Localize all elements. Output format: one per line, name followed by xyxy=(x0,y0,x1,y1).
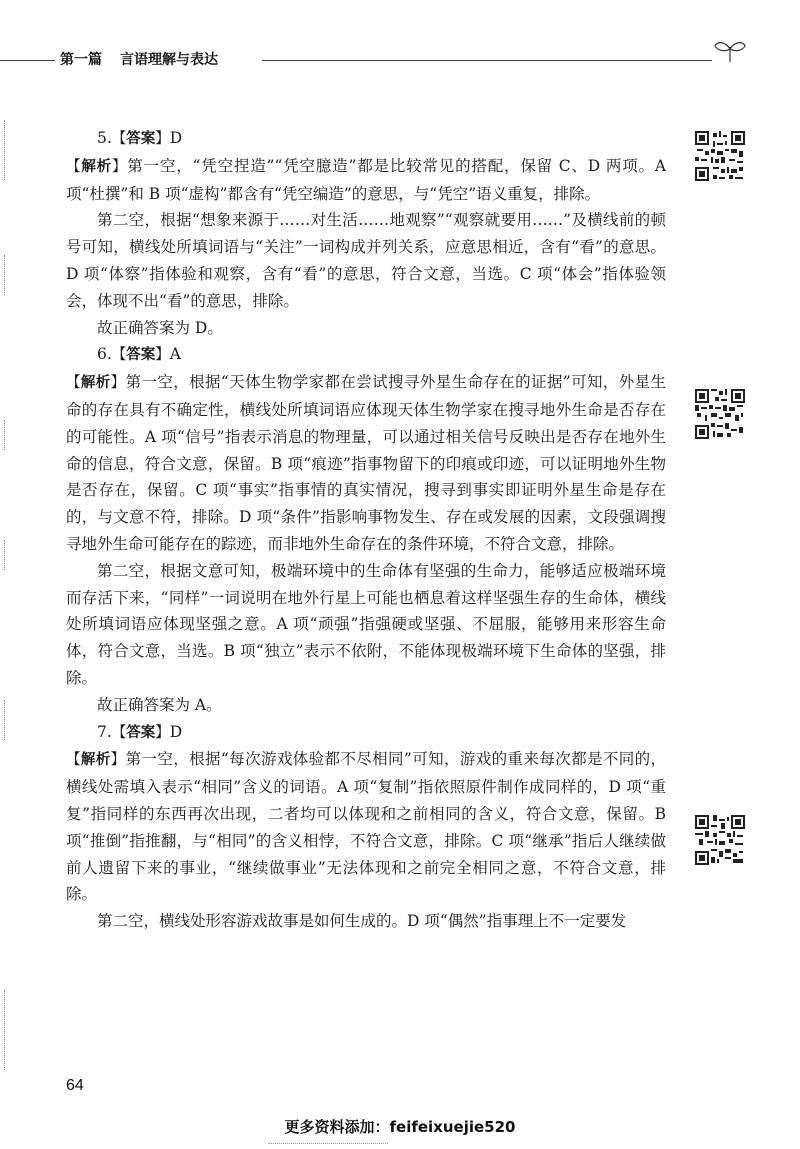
analysis-text: 第一空，根据“每次游戏体验都不尽相同”可知，游戏的重来每次都是不同的，横线处需填入表示“相同”含义的词语。A 项“复制”指依照原件制作成同样的，D 项“重复”指同样的东西再次出现，二者均可以体现和之前相同的含义，符合文意，保留。B 项“推倒”指推翻，与“相同”的含义相悖，不符合文意，排除。C 项“继承”指后人继续做前人遗留下来的事业，“继续做事业”无法体现和之前完全相同之意，不符合文意，排除。 xyxy=(66,750,667,904)
binding-dots xyxy=(4,700,5,740)
qr-code-icon[interactable] xyxy=(695,389,745,439)
header-title: 言语理解与表达 xyxy=(120,52,218,68)
analysis-paragraph xyxy=(66,153,666,208)
answer-tag: 【答案】 xyxy=(111,347,170,364)
conclusion: 故正确答案为 A。 xyxy=(97,695,222,714)
question-number: 7. xyxy=(97,722,112,741)
conclusion: 故正确答案为 D。 xyxy=(97,318,223,337)
question-number: 5. xyxy=(97,129,112,147)
header-rule-left xyxy=(0,60,55,61)
analysis-paragraph xyxy=(66,369,666,558)
analysis-text: 第一空，根据“天体生物学家都在尝试搜寻外星生命存在的证据”可知，外星生命的存在具有不确定性，横线处所填词语应体现天体生物学家在搜寻地外生命是否存在的可能性。A 项“信号”指表示消息的物理量，可以通过相关信号反映出是否存在地外生命的信息，符合文意，保留。B 项“痕迹”指事物留下的印痕或印迹，可以证明地外生物是否存在，保留。C 项“事实”指事情的真实情况，搜寻到事实即证明外星生命是存在的，与文意不符，排除。D 项“条件”指影响事物发生、存在或发展的因素，文段强调搜寻地外生命可能存在的踪迹，而非地外生命存在的条件环境，不符合文意，排除。 xyxy=(66,373,667,553)
answer-tag: 【答案】 xyxy=(111,131,170,147)
analysis-tag: 【解析】 xyxy=(66,752,126,769)
header-section: 第一篇 xyxy=(60,52,102,68)
analysis-paragraph: 第二空，横线处形容游戏故事是如何生成的。D 项“偶然”指事理上不一定要发 xyxy=(97,912,627,931)
answer-value: D xyxy=(169,722,183,741)
header-rule-right xyxy=(262,60,712,61)
question-number: 6. xyxy=(97,345,112,364)
analysis-paragraph: 第二空，根据文意可知，极端环境中的生命体有坚强的生命力，能够适应极端环境而存活下来，“同样”一词说明在地外行星上可能也栖息着这样坚强生存的生命体，横线处所填词语应体现坚强之意。A 项“顽强”指强硬或坚强、不屈服，能够用来形容生命体，符合文意，当选。B 项“独立”表示不依附，不能体现极端环境下生命体的坚强，排除。 xyxy=(66,561,666,687)
binding-dots xyxy=(4,540,5,570)
binding-dots xyxy=(4,120,5,180)
answer-content xyxy=(66,125,666,935)
running-header xyxy=(60,49,218,69)
binding-dots xyxy=(4,255,5,295)
answer-line-q6 xyxy=(66,341,666,369)
analysis-tag: 【解析】 xyxy=(66,375,126,392)
answer-tag: 【答案】 xyxy=(111,724,170,741)
answer-line-q7 xyxy=(66,719,666,747)
qr-code-icon[interactable] xyxy=(695,815,745,865)
binding-dots xyxy=(4,990,5,1070)
analysis-tag: 【解析】 xyxy=(66,158,128,175)
answer-line-q5 xyxy=(66,125,666,153)
page-number: 64 xyxy=(66,1077,84,1094)
qr-code-icon[interactable] xyxy=(695,131,745,181)
answer-value: D xyxy=(169,129,183,147)
analysis-text: 第一空，“凭空捏造”“凭空臆造”都是比较常见的搭配，保留 C、D 两项。A 项“杜撰”和 B 项“虚构”都含有“凭空编造”的意思，与“凭空”语义重复，排除。 xyxy=(66,156,667,203)
analysis-paragraph xyxy=(66,746,666,908)
footer-note: 更多资料添加：feifeixuejie520 xyxy=(284,1118,516,1136)
footer-dots xyxy=(268,1143,388,1144)
analysis-paragraph: 第二空，根据“想象来源于……对生活……地观察”“观察就要用……”及横线前的顿号可知，横线处所填词语与“关注”一词构成并列关系，应意思相近，含有“看”的意思。D 项“体察”指体验和观察，含有“看”的意思，符合文意，当选。C 项“体会”指体验领会，体现不出“看”的意思，排除。 xyxy=(66,211,666,310)
binding-dots xyxy=(4,420,5,450)
leaf-sprout-icon xyxy=(712,38,748,64)
answer-value: A xyxy=(169,345,181,364)
